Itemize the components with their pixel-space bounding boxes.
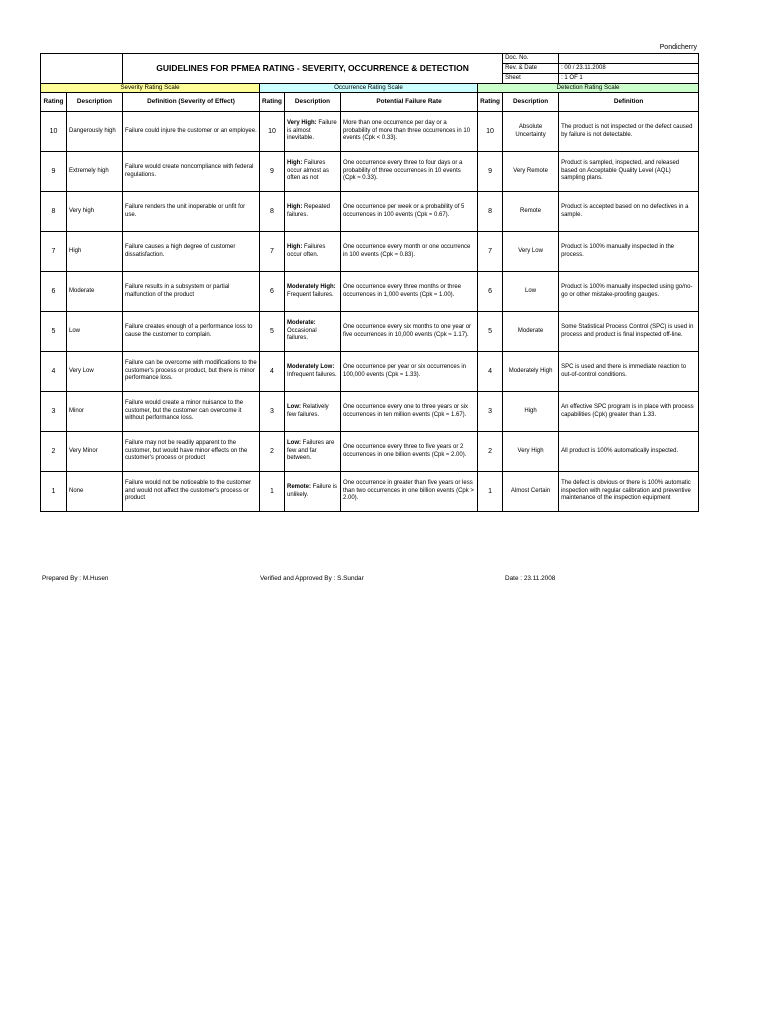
footer-date: Date : 23.11.2008 (505, 575, 556, 582)
rev-date-value: : 00 / 23.11.2008 (559, 64, 699, 74)
detection-rating: 10 (478, 112, 503, 152)
occurrence-description (285, 232, 341, 272)
failure-rate: One occurrence every month or one occurrence in 100 events (Cpk ≈ 0.83). (341, 232, 478, 272)
col-occurrence-description: Description (285, 93, 341, 112)
document-title: GUIDELINES FOR PFMEA RATING - SEVERITY, OCCURRENCE & DETECTION (123, 54, 503, 84)
occurrence-detail: Frequent failures. (287, 291, 334, 298)
occurrence-rating: 1 (260, 472, 285, 512)
sheet-value: : 1 OF 1 (559, 74, 699, 84)
col-severity-description: Description (67, 93, 123, 112)
col-detection-definition: Definition (559, 93, 699, 112)
pfmea-rating-table (40, 53, 699, 512)
severity-rating: 4 (41, 352, 67, 392)
severity-description: Very high (67, 192, 123, 232)
occurrence-level: Moderate: (287, 319, 316, 326)
detection-rating: 1 (478, 472, 503, 512)
occurrence-rating: 10 (260, 112, 285, 152)
detection-definition: All product is 100% automatically inspected. (559, 432, 699, 472)
detection-description: Very Remote (503, 152, 559, 192)
occurrence-rating: 8 (260, 192, 285, 232)
table-row (41, 352, 699, 392)
occurrence-detail: Failure is almost inevitable. (287, 119, 337, 142)
detection-definition: An effective SPC program is in place with process capabilities (Cpk) greater than 1.33. (559, 392, 699, 432)
prepared-by: Prepared By : M.Husen (42, 575, 109, 582)
occurrence-description (285, 472, 341, 512)
severity-definition: Failure would create a minor nuisance to the customer, but the customer can overcome it without performance loss. (123, 392, 260, 432)
col-occurrence-rating: Rating (260, 93, 285, 112)
occurrence-description (285, 352, 341, 392)
occurrence-rating: 7 (260, 232, 285, 272)
blank-header-cell (41, 54, 123, 84)
detection-rating: 8 (478, 192, 503, 232)
occurrence-level: High: (287, 243, 303, 250)
detection-rating: 7 (478, 232, 503, 272)
col-detection-description: Description (503, 93, 559, 112)
col-severity-definition: Definition (Severity of Effect) (123, 93, 260, 112)
occurrence-level: Very High: (287, 119, 317, 126)
occurrence-detail: Infrequent failures. (287, 371, 337, 378)
approved-by: Verified and Approved By : S.Sundar (260, 575, 364, 582)
detection-rating: 9 (478, 152, 503, 192)
severity-definition: Failure renders the unit inoperable or unfit for use. (123, 192, 260, 232)
detection-description: Very High (503, 432, 559, 472)
severity-description: Dangerously high (67, 112, 123, 152)
severity-definition: Failure creates enough of a performance loss to cause the customer to complain. (123, 312, 260, 352)
occurrence-level: Moderately High: (287, 283, 336, 290)
failure-rate: One occurrence every one to three years or six occurrences in ten million events (Cpk ≈ 1.67). (341, 392, 478, 432)
detection-rating: 2 (478, 432, 503, 472)
occurrence-level: Low: (287, 403, 301, 410)
detection-description: Absolute Uncertainty (503, 112, 559, 152)
occurrence-rating: 4 (260, 352, 285, 392)
failure-rate: One occurrence every three months or three occurrences in 1,000 events (Cpk ≈ 1.00). (341, 272, 478, 312)
occurrence-description (285, 432, 341, 472)
failure-rate: One occurrence per year or six occurrences in 100,000 events (Cpk ≈ 1.33). (341, 352, 478, 392)
detection-description: Very Low (503, 232, 559, 272)
severity-description: Very Minor (67, 432, 123, 472)
severity-description: Very Low (67, 352, 123, 392)
detection-scale-header: Detection Rating Scale (478, 84, 699, 93)
table-row (41, 112, 699, 152)
failure-rate: One occurrence every three to four days or a probability of three occurrences in 10 events (Cpk ≈ 0.33). (341, 152, 478, 192)
occurrence-detail: Failures occur often. (287, 243, 326, 258)
occurrence-level: Moderately Low: (287, 363, 335, 370)
detection-definition: Product is accepted based on no defectives in a sample. (559, 192, 699, 232)
table-row (41, 392, 699, 432)
occurrence-rating: 3 (260, 392, 285, 432)
occurrence-rating: 9 (260, 152, 285, 192)
doc-no-value (559, 54, 699, 64)
severity-rating: 10 (41, 112, 67, 152)
severity-definition: Failure would not be noticeable to the customer and would not affect the customer's process or product (123, 472, 260, 512)
occurrence-description (285, 312, 341, 352)
table-row (41, 472, 699, 512)
severity-rating: 5 (41, 312, 67, 352)
severity-rating: 6 (41, 272, 67, 312)
failure-rate: One occurrence in greater than five years or less than two occurrences in one billion events (Cpk > 2.00). (341, 472, 478, 512)
detection-description: High (503, 392, 559, 432)
table-row (41, 192, 699, 232)
col-detection-rating: Rating (478, 93, 503, 112)
failure-rate: One occurrence every six months to one year or five occurrences in 10,000 events (Cpk ≈ 1.17). (341, 312, 478, 352)
doc-no-label: Doc. No. (503, 54, 559, 64)
occurrence-detail: Failures occur almost as often as not (287, 159, 330, 182)
detection-description: Almost Certain (503, 472, 559, 512)
severity-scale-header: Severity Rating Scale (41, 84, 260, 93)
severity-definition: Failure results in a subsystem or partial malfunction of the product (123, 272, 260, 312)
sheet-label: Sheet (503, 74, 559, 84)
occurrence-description (285, 192, 341, 232)
failure-rate: One occurrence per week or a probability of 5 occurrences in 100 events (Cpk ≈ 0.67). (341, 192, 478, 232)
occurrence-description (285, 392, 341, 432)
occurrence-rating: 5 (260, 312, 285, 352)
severity-description: High (67, 232, 123, 272)
severity-description: None (67, 472, 123, 512)
detection-rating: 3 (478, 392, 503, 432)
detection-definition: The product is not inspected or the defect caused by failure is not detectable. (559, 112, 699, 152)
occurrence-detail: Failures are few and far between. (287, 439, 335, 462)
severity-rating: 3 (41, 392, 67, 432)
occurrence-scale-header: Occurrence Rating Scale (260, 84, 478, 93)
severity-definition: Failure may not be readily apparent to the customer, but would have minor effects on the customer's process or product (123, 432, 260, 472)
occurrence-level: Low: (287, 439, 301, 446)
severity-rating: 9 (41, 152, 67, 192)
occurrence-detail: Repeated failures. (287, 203, 331, 218)
detection-rating: 4 (478, 352, 503, 392)
occurrence-rating: 2 (260, 432, 285, 472)
rev-date-label: Rev. & Date (503, 64, 559, 74)
occurrence-rating: 6 (260, 272, 285, 312)
table-row (41, 232, 699, 272)
col-severity-rating: Rating (41, 93, 67, 112)
detection-definition: The defect is obvious or there is 100% automatic inspection with regular calibration and preventive maintenance of the inspection equipment (559, 472, 699, 512)
detection-description: Low (503, 272, 559, 312)
col-failure-rate: Potential Failure Rate (341, 93, 478, 112)
occurrence-level: High: (287, 159, 303, 166)
detection-definition: Product is sampled, inspected, and released based on Acceptable Quality Level (AQL) sampling plans. (559, 152, 699, 192)
table-row (41, 152, 699, 192)
detection-description: Moderate (503, 312, 559, 352)
detection-rating: 6 (478, 272, 503, 312)
severity-rating: 8 (41, 192, 67, 232)
severity-description: Moderate (67, 272, 123, 312)
occurrence-description (285, 152, 341, 192)
severity-description: Extremely high (67, 152, 123, 192)
severity-rating: 1 (41, 472, 67, 512)
occurrence-detail: Occasional failures. (287, 327, 317, 342)
severity-definition: Failure can be overcome with modifications to the customer's process or product, but there is minor performance loss. (123, 352, 260, 392)
failure-rate: One occurrence every three to five years or 2 occurrences in one billion events (Cpk ≈ 2.00). (341, 432, 478, 472)
severity-description: Minor (67, 392, 123, 432)
occurrence-level: High: (287, 203, 303, 210)
occurrence-detail: Relatively few failures. (287, 403, 329, 418)
detection-rating: 5 (478, 312, 503, 352)
detection-description: Moderately High (503, 352, 559, 392)
severity-definition: Failure would create noncompliance with federal regulations. (123, 152, 260, 192)
severity-rating: 2 (41, 432, 67, 472)
detection-definition: SPC is used and there is immediate reaction to out-of-control conditions. (559, 352, 699, 392)
occurrence-description (285, 112, 341, 152)
failure-rate: More than one occurrence per day or a probability of more than three occurrences in 10 events (Cpk < 0.33). (341, 112, 478, 152)
occurrence-description (285, 272, 341, 312)
severity-definition: Failure causes a high degree of customer dissatisfaction. (123, 232, 260, 272)
detection-definition: Some Statistical Process Control (SPC) is used in process and product is final inspected off-line. (559, 312, 699, 352)
severity-rating: 7 (41, 232, 67, 272)
table-row (41, 432, 699, 472)
occurrence-level: Remote: (287, 483, 312, 490)
table-row (41, 312, 699, 352)
occurrence-detail: Failure is unlikely. (287, 483, 338, 498)
detection-definition: Product is 100% manually inspected using go/no-go or other mistake-proofing gauges. (559, 272, 699, 312)
location-label: Pondicherry (659, 44, 697, 51)
detection-definition: Product is 100% manually inspected in the process. (559, 232, 699, 272)
severity-description: Low (67, 312, 123, 352)
detection-description: Remote (503, 192, 559, 232)
severity-definition: Failure could injure the customer or an employee. (123, 112, 260, 152)
table-row (41, 272, 699, 312)
